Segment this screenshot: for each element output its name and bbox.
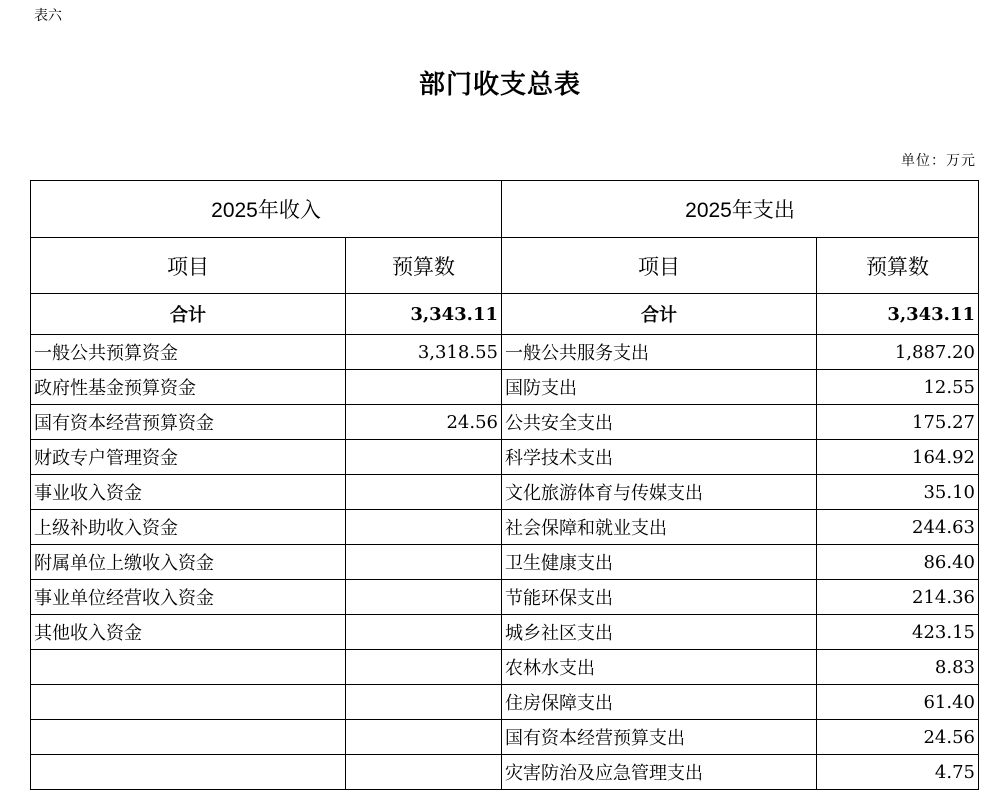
table-number-label: 表六 bbox=[34, 8, 62, 24]
expense-value-cell: 175.27 bbox=[817, 405, 979, 440]
income-total-value: 3,343.11 bbox=[346, 294, 502, 335]
income-value-cell: 3,318.55 bbox=[346, 335, 502, 370]
income-value-cell: 24.56 bbox=[346, 405, 502, 440]
expense-value-cell: 244.63 bbox=[817, 510, 979, 545]
income-value-cell bbox=[346, 370, 502, 405]
table-row bbox=[31, 720, 979, 755]
table-row bbox=[31, 440, 979, 475]
expense-item-cell: 国防支出 bbox=[502, 370, 817, 405]
year-header-row bbox=[31, 181, 979, 238]
expense-value-cell: 35.10 bbox=[817, 475, 979, 510]
income-value-cell bbox=[346, 615, 502, 650]
income-value-cell bbox=[346, 650, 502, 685]
expense-item-cell: 农林水支出 bbox=[502, 650, 817, 685]
expense-value-cell: 164.92 bbox=[817, 440, 979, 475]
income-value-cell bbox=[346, 510, 502, 545]
income-item-cell bbox=[31, 650, 346, 685]
table-row bbox=[31, 405, 979, 440]
expense-value-cell: 1,887.20 bbox=[817, 335, 979, 370]
table-row bbox=[31, 370, 979, 405]
income-item-cell bbox=[31, 755, 346, 790]
income-header: 2025年收入 bbox=[31, 181, 502, 238]
income-value-cell bbox=[346, 720, 502, 755]
column-header-row bbox=[31, 238, 979, 294]
income-item-cell: 附属单位上缴收入资金 bbox=[31, 545, 346, 580]
expense-item-cell: 灾害防治及应急管理支出 bbox=[502, 755, 817, 790]
table-row bbox=[31, 510, 979, 545]
expense-item-cell: 卫生健康支出 bbox=[502, 545, 817, 580]
income-item-cell: 国有资本经营预算资金 bbox=[31, 405, 346, 440]
expense-value-cell: 12.55 bbox=[817, 370, 979, 405]
income-value-cell bbox=[346, 545, 502, 580]
income-budget-column-header: 预算数 bbox=[346, 238, 502, 294]
total-row bbox=[31, 294, 979, 335]
income-item-column-header: 项目 bbox=[31, 238, 346, 294]
expense-item-cell: 城乡社区支出 bbox=[502, 615, 817, 650]
expense-item-cell: 节能环保支出 bbox=[502, 580, 817, 615]
expense-item-cell: 国有资本经营预算支出 bbox=[502, 720, 817, 755]
income-value-cell bbox=[346, 685, 502, 720]
income-item-cell: 政府性基金预算资金 bbox=[31, 370, 346, 405]
table-row bbox=[31, 615, 979, 650]
expense-item-cell: 科学技术支出 bbox=[502, 440, 817, 475]
income-item-cell: 上级补助收入资金 bbox=[31, 510, 346, 545]
income-total-label: 合计 bbox=[31, 294, 346, 335]
income-item-cell bbox=[31, 720, 346, 755]
table-row bbox=[31, 755, 979, 790]
income-item-cell bbox=[31, 685, 346, 720]
expense-item-cell: 社会保障和就业支出 bbox=[502, 510, 817, 545]
expense-value-cell: 86.40 bbox=[817, 545, 979, 580]
table-row bbox=[31, 545, 979, 580]
table-row bbox=[31, 580, 979, 615]
expense-item-cell: 一般公共服务支出 bbox=[502, 335, 817, 370]
table-row bbox=[31, 335, 979, 370]
expense-value-cell: 61.40 bbox=[817, 685, 979, 720]
table-row bbox=[31, 685, 979, 720]
expense-value-cell: 4.75 bbox=[817, 755, 979, 790]
income-item-cell: 事业单位经营收入资金 bbox=[31, 580, 346, 615]
expense-value-cell: 214.36 bbox=[817, 580, 979, 615]
income-item-cell: 其他收入资金 bbox=[31, 615, 346, 650]
income-value-cell bbox=[346, 580, 502, 615]
expense-value-cell: 8.83 bbox=[817, 650, 979, 685]
income-value-cell bbox=[346, 440, 502, 475]
expense-value-cell: 24.56 bbox=[817, 720, 979, 755]
expense-value-cell: 423.15 bbox=[817, 615, 979, 650]
revenue-expenditure-table bbox=[30, 180, 979, 790]
income-item-cell: 财政专户管理资金 bbox=[31, 440, 346, 475]
table-row bbox=[31, 650, 979, 685]
expense-item-cell: 公共安全支出 bbox=[502, 405, 817, 440]
table-row bbox=[31, 475, 979, 510]
expense-total-value: 3,343.11 bbox=[817, 294, 979, 335]
expense-item-cell: 文化旅游体育与传媒支出 bbox=[502, 475, 817, 510]
expense-item-cell: 住房保障支出 bbox=[502, 685, 817, 720]
unit-label: 单位：万元 bbox=[901, 153, 976, 169]
page-title: 部门收支总表 bbox=[418, 70, 581, 100]
expense-header: 2025年支出 bbox=[502, 181, 979, 238]
income-item-cell: 一般公共预算资金 bbox=[31, 335, 346, 370]
expense-item-column-header: 项目 bbox=[502, 238, 817, 294]
expense-total-label: 合计 bbox=[502, 294, 817, 335]
income-value-cell bbox=[346, 755, 502, 790]
income-item-cell: 事业收入资金 bbox=[31, 475, 346, 510]
income-value-cell bbox=[346, 475, 502, 510]
expense-budget-column-header: 预算数 bbox=[817, 238, 979, 294]
